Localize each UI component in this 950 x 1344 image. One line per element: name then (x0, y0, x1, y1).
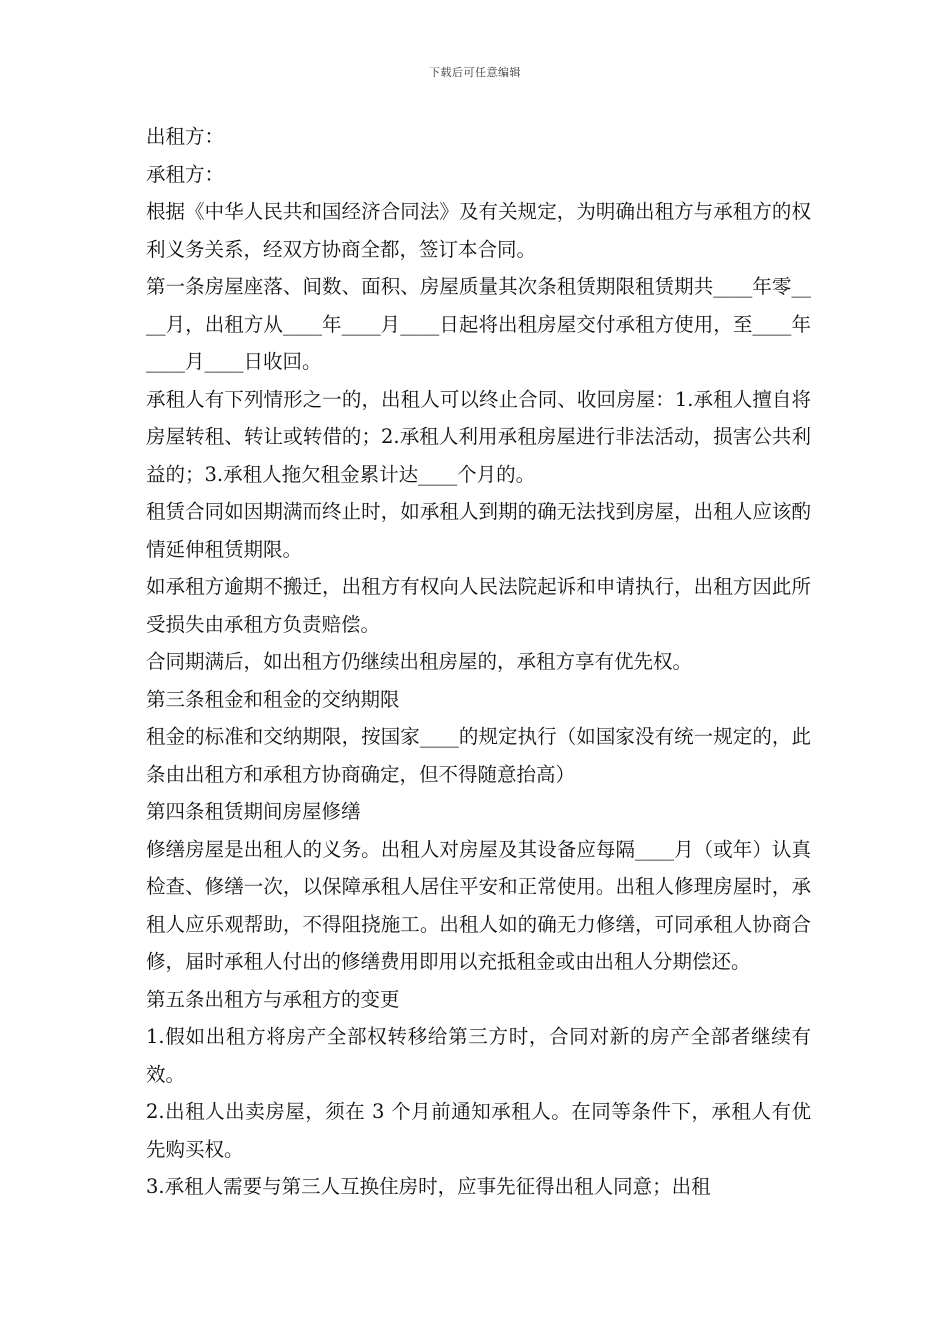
paragraph-repair: 修缮房屋是出租人的义务。出租人对房屋及其设备应每隔____月（或年）认真检查、修缮一次，以保障承租人居住平安和正常使用。出租人修理房屋时，承租人应乐观帮助，不得阻挠施工。出租人如的确无力修缮，可同承租人协商合修，届时承租人付出的修缮费用即用以充抵租金或由出租人分期偿还。 (146, 837, 811, 973)
paragraph-overdue: 如承租方逾期不搬迁，出租方有权向人民法院起诉和申请执行，出租方因此所受损失由承租方负责赔偿。 (146, 575, 811, 636)
paragraph-lessee: 承租方： (146, 162, 225, 186)
paragraph-article-1: 第一条房屋座落、间数、面积、房屋质量其次条租赁期限租赁期共____年零____月，出租方从____年____月____日起将出租房屋交付承租方使用，至____年____月____日收回。 (146, 275, 811, 373)
paragraph-lessor: 出租方： (146, 125, 225, 148)
paragraph-extension: 租赁合同如因期满而终止时，如承租人到期的确无法找到房屋，出租人应该酌情延伸租赁期限。 (146, 500, 811, 561)
paragraph-change-1: 1.假如出租方将房产全部权转移给第三方时，合同对新的房产全部者继续有效。 (146, 1025, 811, 1086)
heading-article-3: 第三条租金和租金的交纳期限 (146, 687, 400, 711)
paragraph-preamble: 根据《中华人民共和国经济合同法》及有关规定，为明确出租方与承租方的权利义务关系，经双方协商全都，签订本合同。 (146, 200, 811, 261)
heading-article-4: 第四条租赁期间房屋修缮 (146, 800, 361, 823)
document-body (146, 118, 811, 1206)
paragraph-rent: 租金的标准和交纳期限，按国家____的规定执行（如国家没有统一规定的，此条由出租方和承租方协商确定，但不得随意抬高） (146, 725, 811, 786)
paragraph-change-2: 2.出租人出卖房屋，须在 3 个月前通知承租人。在同等条件下，承租人有优先购买权。 (146, 1100, 811, 1161)
heading-article-5: 第五条出租方与承租方的变更 (146, 987, 400, 1011)
paragraph-change-3: 3.承租人需要与第三人互换住房时，应事先征得出租人同意；出租 (146, 1175, 711, 1198)
paragraph-termination: 承租人有下列情形之一的，出租人可以终止合同、收回房屋：1.承租人擅自将房屋转租、转让或转借的；2.承租人利用承租房屋进行非法活动，损害公共利益的；3.承租人拖欠租金累计达____个月的。 (146, 387, 811, 486)
paragraph-priority: 合同期满后，如出租方仍继续出租房屋的，承租方享有优先权。 (146, 650, 693, 673)
page-header: 下载后可任意编辑 (429, 66, 521, 79)
